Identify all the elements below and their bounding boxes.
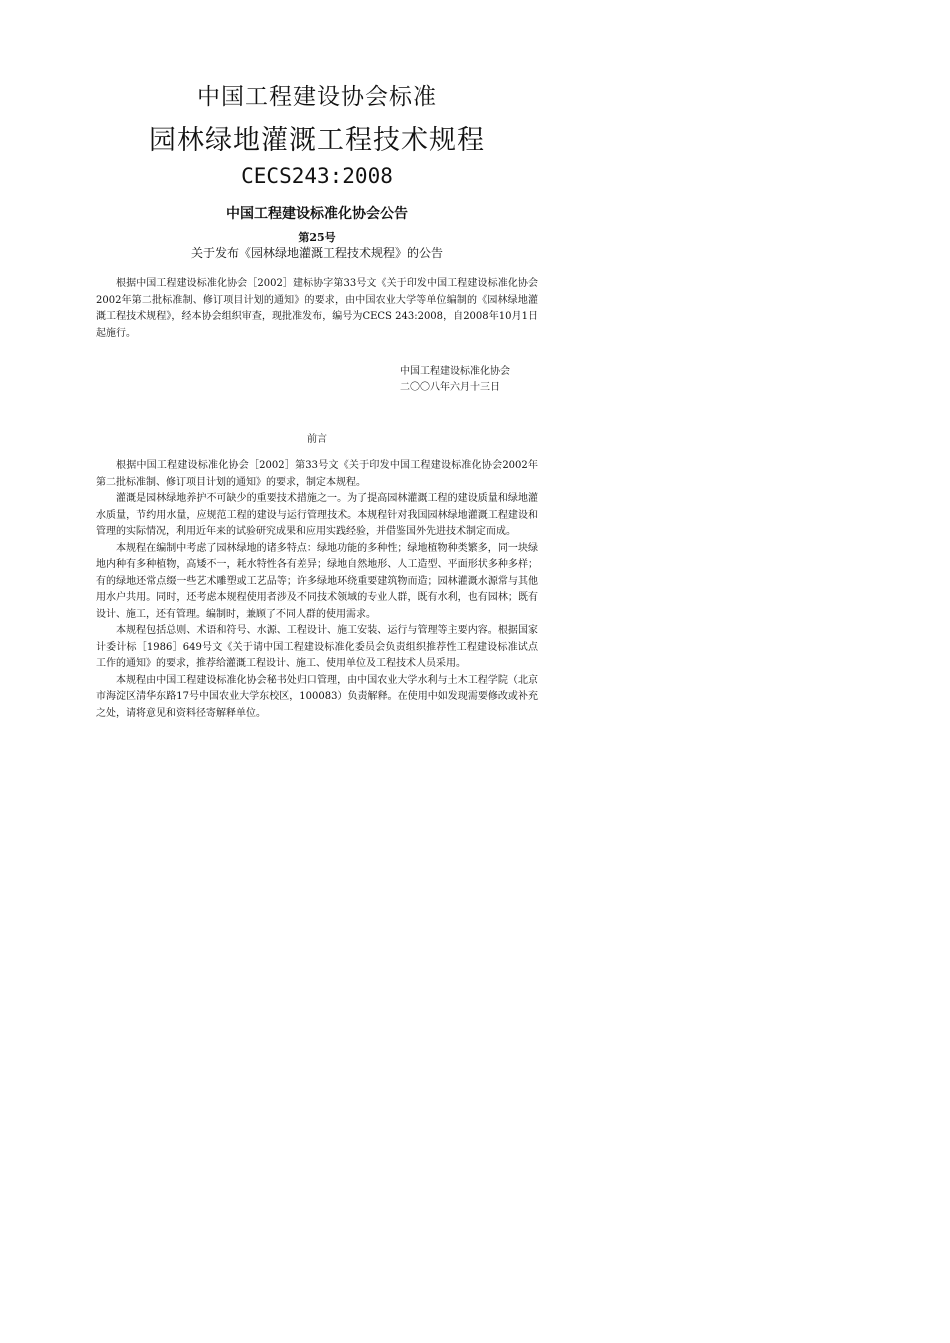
- notice-date: 二〇〇八年六月十三日: [400, 382, 500, 393]
- notice-heading: 中国工程建设标准化协会公告: [226, 206, 408, 222]
- org-title: 中国工程建设协会标准: [197, 84, 437, 110]
- preface-paragraph-1: 根据中国工程建设标准化协会［2002］第33号文《关于印发中国工程建设标准化协会2002年第二批标准制、修订项目计划的通知》的要求，制定本规程。: [96, 460, 538, 488]
- doc-code: CECS243:2008: [241, 164, 393, 188]
- notice-body: [96, 276, 538, 342]
- notice-issuer: 中国工程建设标准化协会: [400, 366, 510, 377]
- preface-title: 前言: [307, 434, 327, 445]
- preface-paragraph-5: 本规程由中国工程建设标准化协会秘书处归口管理，由中国农业大学水利与土木工程学院（北京市海淀区清华东路17号中国农业大学东校区，100083）负责解释。在使用中如发现需要修改或补充之处，请将意见和资料径寄解释单位。: [96, 674, 538, 719]
- notice-number: 第25号: [298, 231, 336, 244]
- preface-paragraph-4: 本规程包括总则、术语和符号、水源、工程设计、施工安装、运行与管理等主要内容。根据国家计委计标［1986］649号文《关于请中国工程建设标准化委员会负责组织推荐性工程建设标准试点工作的通知》的要求，推荐给灌溉工程设计、施工、使用单位及工程技术人员采用。: [96, 625, 538, 669]
- notice-paragraph: 根据中国工程建设标准化协会［2002］建标协字第33号文《关于印发中国工程建设标准化协会2002年第二批标准制、修订项目计划的通知》的要求，由中国农业大学等单位编制的《园林绿地灌溉工程技术规程》，经本协会组织审查，现批准发布，编号为CECS 243:2008，自2008年10月1日起施行。: [96, 278, 538, 339]
- preface-body: [96, 458, 538, 722]
- notice-subject: 关于发布《园林绿地灌溉工程技术规程》的公告: [190, 246, 443, 260]
- doc-title: 园林绿地灌溉工程技术规程: [149, 125, 485, 156]
- preface-paragraph-3: 本规程在编制中考虑了园林绿地的诸多特点：绿地功能的多种性；绿地植物种类繁多，同一块绿地内种有多种植物，高矮不一，耗水特性各有差异；绿地自然地形、人工造型、平面形状多种多样；有的绿地还常点缀一些艺术雕塑或工艺品等；许多绿地环绕重要建筑物而造；园林灌溉水源常与其他用水户共用。同时，还考虑本规程使用者涉及不同技术领域的专业人群，既有水利，也有园林；既有设计、施工，还有管理。编制时，兼顾了不同人群的使用需求。: [96, 542, 538, 620]
- preface-paragraph-2: 灌溉是园林绿地养护不可缺少的重要技术措施之一。为了提高园林灌溉工程的建设质量和绿地灌水质量，节约用水量，应规范工程的建设与运行管理技术。本规程针对我国园林绿地灌溉工程建设和管理的实际情况，利用近年来的试验研究成果和应用实践经验，并借鉴国外先进技术制定而成。: [96, 493, 538, 537]
